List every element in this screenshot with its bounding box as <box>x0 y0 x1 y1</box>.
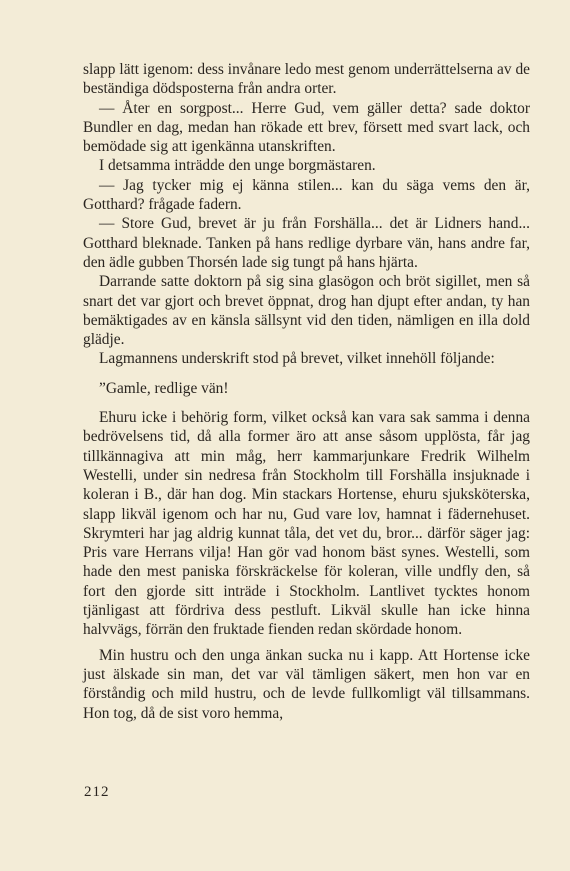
paragraph: I detsamma inträdde den unge borgmästaren. <box>99 157 376 175</box>
paragraph: Darrande satte doktorn på sig sina glasögon och bröt sigillet, men så snart det var gjort och brevet öppnat, drog han djupt efter andan, ty han bemäktigades av en känsla sällsynt vid den tiden, nämligen en illa dold glädje. <box>83 273 530 349</box>
paragraph: Min hustru och den unga änkan sucka nu i kapp. Att Hortense icke just älskade sin man, det var väl tämligen säkert, men hon var en förståndig och mild hustru, och de levde fullkomligt väl tillsammans. Hon tog, då de sist voro hemma, <box>83 646 530 722</box>
page-text-block <box>83 60 530 723</box>
paragraph: — Jag tycker mig ej känna stilen... kan du säga vems den är, Gotthard? frågade fadern. <box>83 176 530 214</box>
paragraph: — Store Gud, brevet är ju från Forshälla... det är Lidners hand... Gotthard bleknade. Tanken på hans redlige dyrbare vän, hans andre far, den ädle gubben Thorsén lade sig tungt på hans hjärta. <box>83 215 530 271</box>
letter-paragraph: Ehuru icke i behörig form, vilket också kan vara sak samma i denna bedrövelsens tid, då alla former äro att anse såsom upplösta, får jag tillkännagiva att min måg, herr kammarjunkare Fredrik Wilhelm Westelli, under sin nedresa från Stockholm till Forshälla insjuknade i koleran i B., där han dog. Min stackars Hortense, ehuru sjuksköterska, slapp likväl igenom och har nu, Gud vare lov, hamnat i fädernehuset. Skrymteri har jag aldrig kunnat tåla, det vet du, bror... därför säger jag: Pris vare Herrans vilja! Han gör vad honom bäst synes. Westelli, som hade den mest paniska förskräckelse för koleran, ville undfly den, så fort den gjorde sitt inträde i Stockholm. Lantlivet tycktes honom tjänligast att fördriva dess pestluft. Likväl skulle han icke hinna halvvägs, förrän den fruktade fienden redan skördade honom. <box>83 409 530 639</box>
page-number: 212 <box>84 784 110 800</box>
paragraph: Lagmannens underskrift stod på brevet, vilket innehöll följande: <box>99 350 495 368</box>
letter-salutation: ”Gamle, redlige vän! <box>99 379 229 397</box>
paragraph: slapp lätt igenom: dess invånare ledo mest genom underrättelserna av de beständiga dödsposterna från andra orter. <box>83 61 530 98</box>
paragraph: — Åter en sorgpost... Herre Gud, vem gäller detta? sade doktor Bundler en dag, medan han rökade ett brev, försett med svart lack, och bemödade sig att igenkänna utanskriften. <box>83 99 530 156</box>
